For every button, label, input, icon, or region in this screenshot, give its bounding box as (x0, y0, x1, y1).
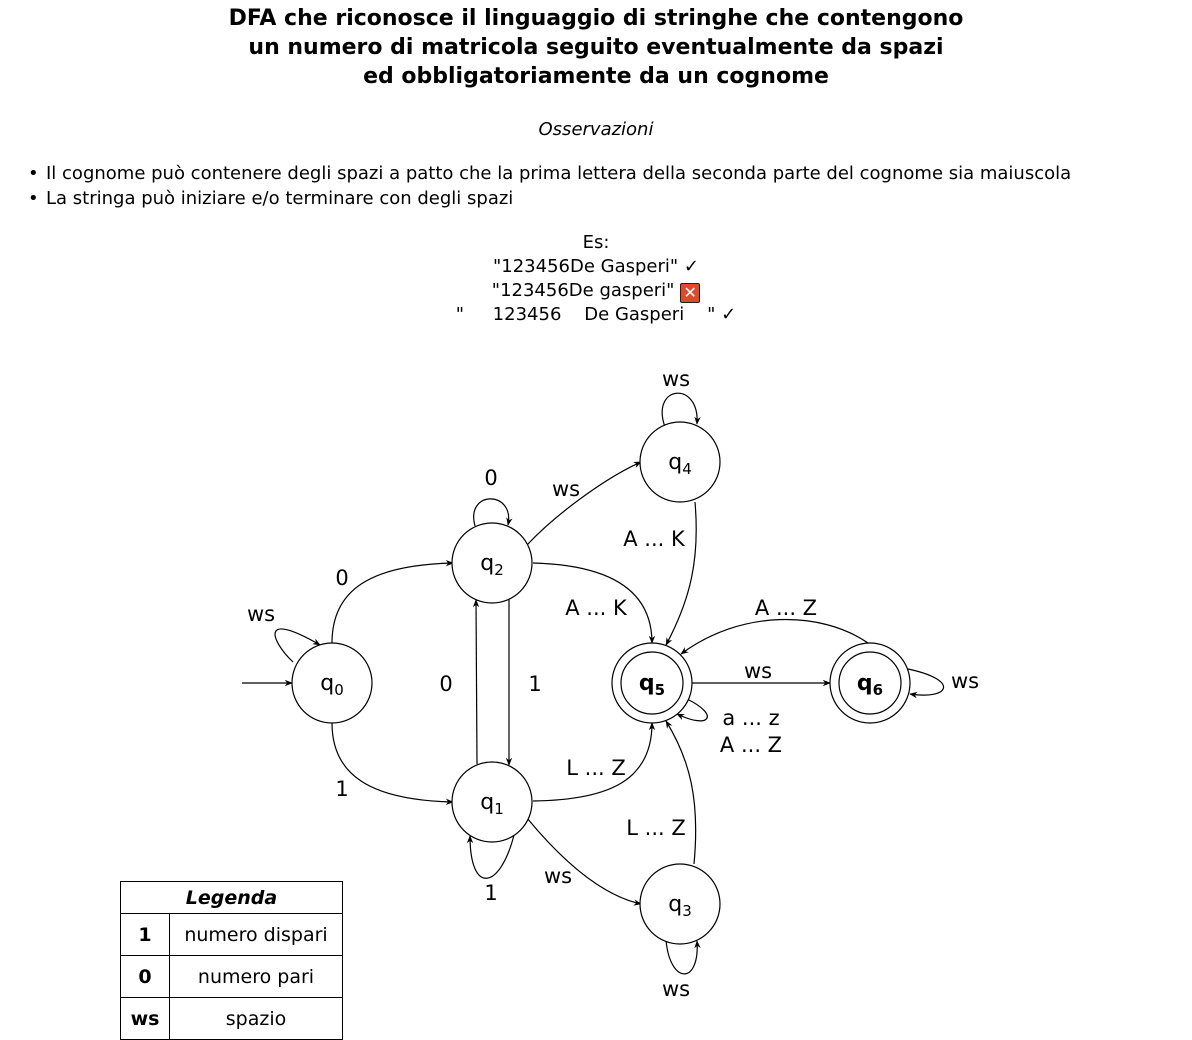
cross-icon: ✕ (680, 283, 700, 303)
legend-meaning: numero dispari (170, 914, 343, 956)
edge-label-q0-q0: ws (246, 602, 276, 626)
legend-row (121, 914, 343, 956)
state-label-q3: $q_3$ (668, 892, 692, 920)
edge-label-q3-q5: L ... Z (626, 816, 686, 840)
edge-label-q2-q4: ws (551, 477, 581, 501)
example-row: " 123456 De Gasperi " ✓ (455, 304, 737, 325)
legend-table (120, 881, 343, 1040)
state-label-q1: $q_1$ (480, 790, 504, 818)
legend-symbol: 0 (121, 956, 170, 998)
edge-label-q3-q3: ws (661, 977, 691, 1001)
edge-label-q5-q6: ws (743, 659, 773, 683)
state-label-q0: $q_0$ (320, 671, 344, 699)
edge-q6-q5 (681, 619, 868, 654)
example-row: "123456De Gasperi" ✓ (492, 256, 699, 277)
state-label-q2: $q_2$ (480, 551, 504, 579)
legend-symbol: 1 (121, 914, 170, 956)
edge-label-q1-q2: 0 (439, 672, 453, 696)
examples-label: Es: (582, 232, 610, 253)
check-icon: ✓ (721, 304, 737, 325)
legend-meaning: numero pari (170, 956, 343, 998)
legend-meaning: spazio (170, 998, 343, 1040)
edge-q6-q6 (908, 669, 944, 695)
edge-label-q2-q1: 1 (528, 672, 542, 696)
edge-q0-q2 (332, 563, 453, 643)
edge-label-q4-q4: ws (661, 367, 691, 391)
observation-item: • La stringa può iniziare e/o terminare con degli spazi (28, 188, 514, 209)
edge-q4-q5 (666, 502, 696, 645)
edge-label-q1-q1: 1 (484, 881, 498, 905)
edge-label-q5-q5: a ... z (722, 706, 780, 730)
edge-q1-q2 (476, 600, 477, 764)
edge-q2-q2 (474, 499, 509, 526)
legend-row (121, 956, 343, 998)
edge-label-q1-q5: L ... Z (566, 756, 626, 780)
edge-label-q6-q5: A ... Z (754, 596, 818, 620)
observations-heading: Osservazioni (538, 119, 654, 140)
edge-label-q2-q2: 0 (484, 466, 498, 490)
edge-label-q0-q1: 1 (335, 777, 349, 801)
edge-q3-q5 (666, 721, 696, 864)
edge-q3-q3 (666, 940, 697, 974)
edge-label-q1-q3: ws (543, 864, 573, 888)
legend-title: Legenda (121, 882, 343, 914)
example-row: "123456De gasperi" ✕ (0, 279, 1192, 303)
title-line-3: ed obbligatoriamente da un cognome (363, 64, 829, 89)
edge-label-q4-q5: A ... K (623, 527, 685, 551)
state-label-q4: $q_4$ (668, 450, 692, 478)
edge-label-q0-q2: 0 (335, 566, 349, 590)
state-label-q6: $q_6$ (856, 671, 884, 699)
bullet-icon: • (28, 163, 39, 184)
legend-symbol: ws (121, 998, 170, 1040)
state-label-q5: $q_5$ (638, 671, 666, 699)
observation-item: • Il cognome può contenere degli spazi a patto che la prima lettera della seconda parte del cognome sia maiuscola (28, 163, 1072, 184)
edge-label-q5-q5-line2: A ... Z (719, 733, 783, 757)
check-icon: ✓ (683, 256, 699, 277)
legend-row (121, 998, 343, 1040)
edge-q0-q1 (332, 723, 453, 802)
title-line-1: DFA che riconosce il linguaggio di stringhe che contengono (228, 6, 964, 31)
edge-label-q2-q5: A ... K (565, 596, 627, 620)
edge-label-q6-q6: ws (950, 669, 980, 693)
bullet-icon: • (28, 188, 39, 209)
edge-q1-q3 (527, 818, 641, 904)
title-line-2: un numero di matricola seguito eventualmente da spazi (248, 35, 944, 60)
